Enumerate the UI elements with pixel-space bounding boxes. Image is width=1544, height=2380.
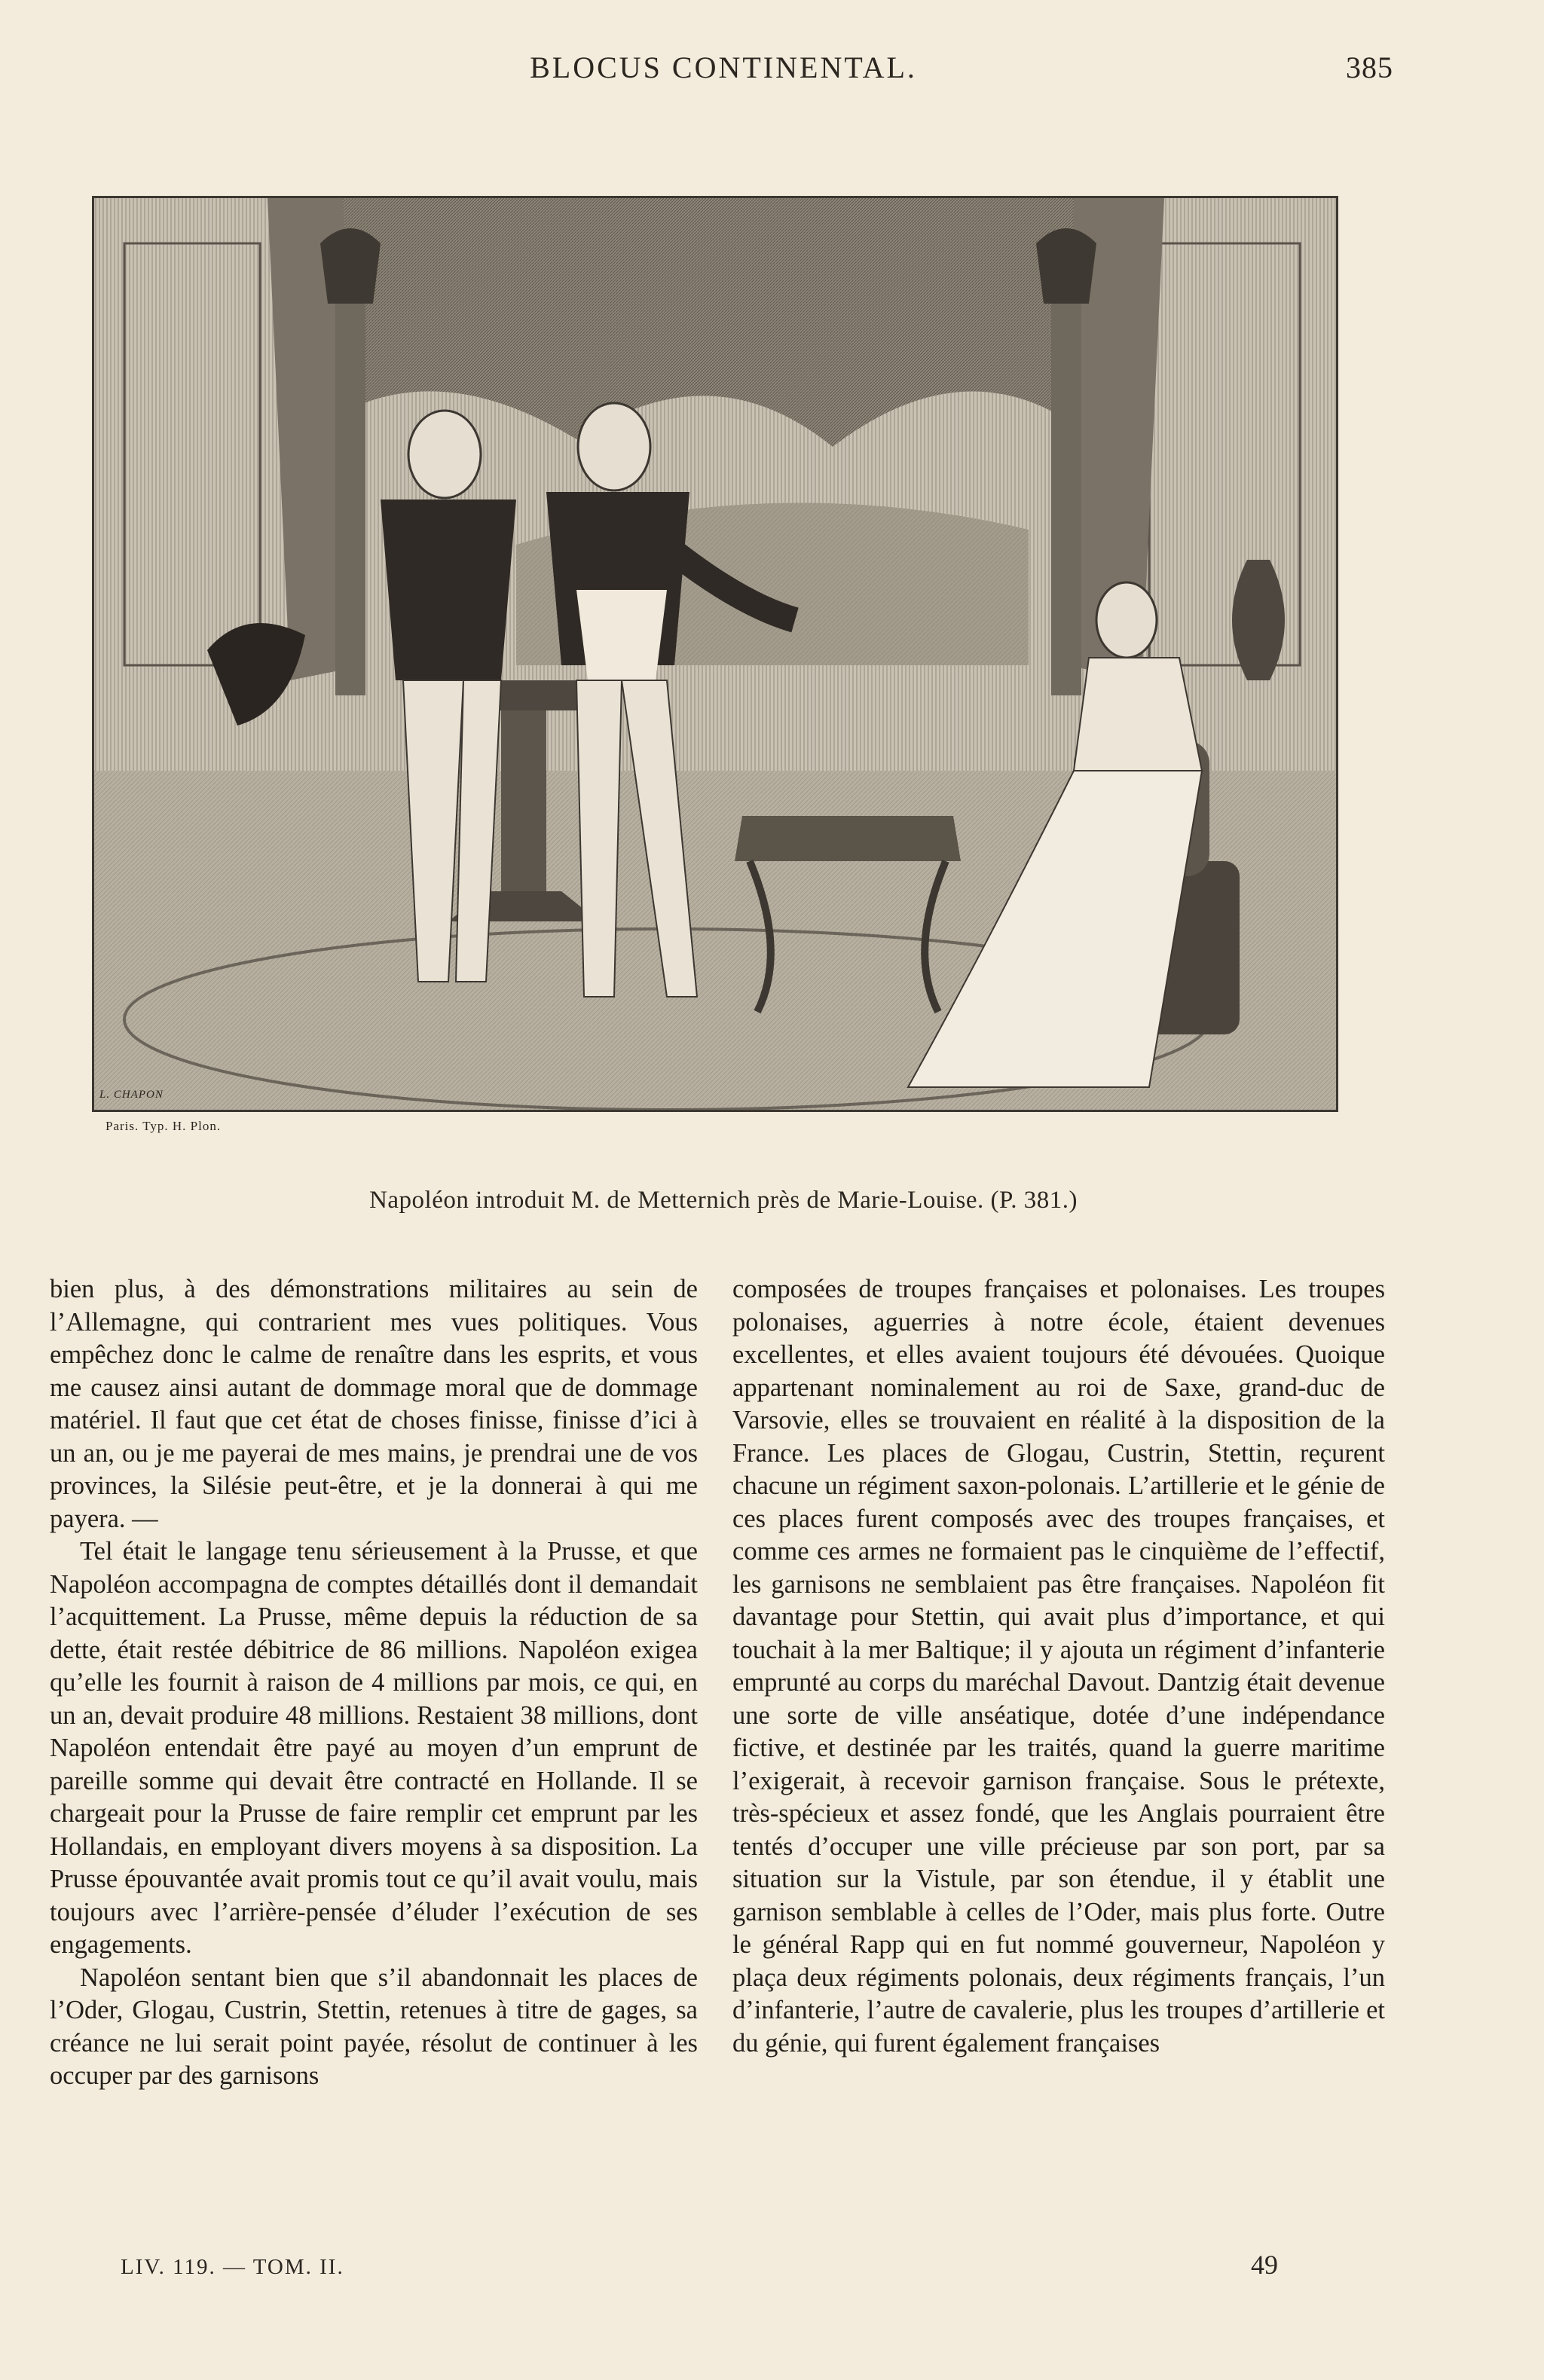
left-column: [50, 1273, 698, 2093]
page-number: 385: [1346, 50, 1393, 84]
illustration-caption: Napoléon introduit M. de Metternich près de Marie-Louise. (P. 381.): [369, 1187, 1078, 1214]
paragraph: Tel était le langage tenu sérieusement à la Prusse, et que Napoléon accompagna de comptes détaillés dont il demandait l’acquittement. La Prusse, même depuis la réduction de sa dette, était restée débitrice de 86 millions. Napoléon exigea qu’elle les fournit à raison de 4 millions par mois, ce qui, en un an, devait produire 48 millions. Restaient 38 millions, dont Napoléon entendait être payé au moyen d’un emprunt de pareille somme qui devait être contracté en Hollande. Il se chargeait pour la Prusse de faire remplir cet emprunt par les Hollandais, en employant divers moyens à sa disposition. La Prusse épouvantée avait promis tout ce qu’il avait voulu, mais toujours avec l’arrière-pensée d’éluder l’exécution de ses engagements.: [50, 1537, 698, 1959]
right-column: [732, 1273, 1385, 2060]
engraving-scene: [94, 198, 1336, 1110]
paragraph: Napoléon sentant bien que s’il abandonnait les places de l’Oder, Glogau, Custrin, Stettin, retenues à titre de gages, sa créance ne lui serait point payée, résolut de continuer à les occuper par des garnisons: [50, 1963, 698, 2090]
paragraph: composées de troupes françaises et polonaises. Les troupes polonaises, aguerries à notre école, étaient devenues excellentes, et elles avaient toujours été dévouées. Quoique appartenant nominalement au roi de Saxe, grand-duc de Varsovie, elles se trouvaient en réalité à la disposition de la France. Les places de Glogau, Custrin, Stettin, reçurent chacune un régiment saxon-polonais. L’artillerie et le génie de ces places furent composés avec des troupes françaises, et comme ces armes ne formaient pas le cinquième de l’effectif, les garnisons ne semblaient pas être françaises. Napoléon fit davantage pour Stettin, qui avait plus d’importance, et qui touchait à la mer Baltique; il y ajouta un régiment d’infanterie emprunté au corps du maréchal Davout. Dantzig était devenue une sorte de ville anséatique, dotée d’une indépendance fictive, et destinée par les traités, quand la guerre maritime l’exigerait, à recevoir garnison française. Sous le prétexte, très-spécieux et assez fondé, que les Anglais pourraient être tentés d’occuper une ville précieuse par son port, par sa situation sur la Vistule, par son étendue, il y établit une garnison semblable à celles de l’Oder, mais plus forte. Outre le général Rapp qui en fut nommé gouverneur, Napoléon y plaça deux régiments polonais, deux régiments français, l’un d’infanterie, l’autre de cavalerie, plus les troupes d’artillerie et du génie, qui furent également françaises: [732, 1275, 1385, 2058]
engraver-signature: L. CHAPON: [99, 1089, 164, 1101]
signature-mark: LIV. 119. — TOM. II.: [121, 2255, 344, 2279]
printer-line: Paris. Typ. H. Plon.: [105, 1119, 222, 1133]
engraving-illustration: [92, 196, 1338, 1112]
sheet-number: 49: [1251, 2250, 1278, 2280]
running-title: BLOCUS CONTINENTAL.: [530, 50, 917, 84]
paragraph: bien plus, à des démonstrations militaires au sein de l’Allemagne, qui contrarient mes vues politiques. Vous empêchez donc le calme de renaître dans les esprits, et vous me causez ainsi autant de dommage moral que de dommage matériel. Il faut que cet état de choses finisse, finisse d’ici à un an, ou je me payerai de mes mains, je prendrai une de vos provinces, la Silésie peut-être, et je la donnerai à qui me payera. —: [50, 1275, 698, 1533]
